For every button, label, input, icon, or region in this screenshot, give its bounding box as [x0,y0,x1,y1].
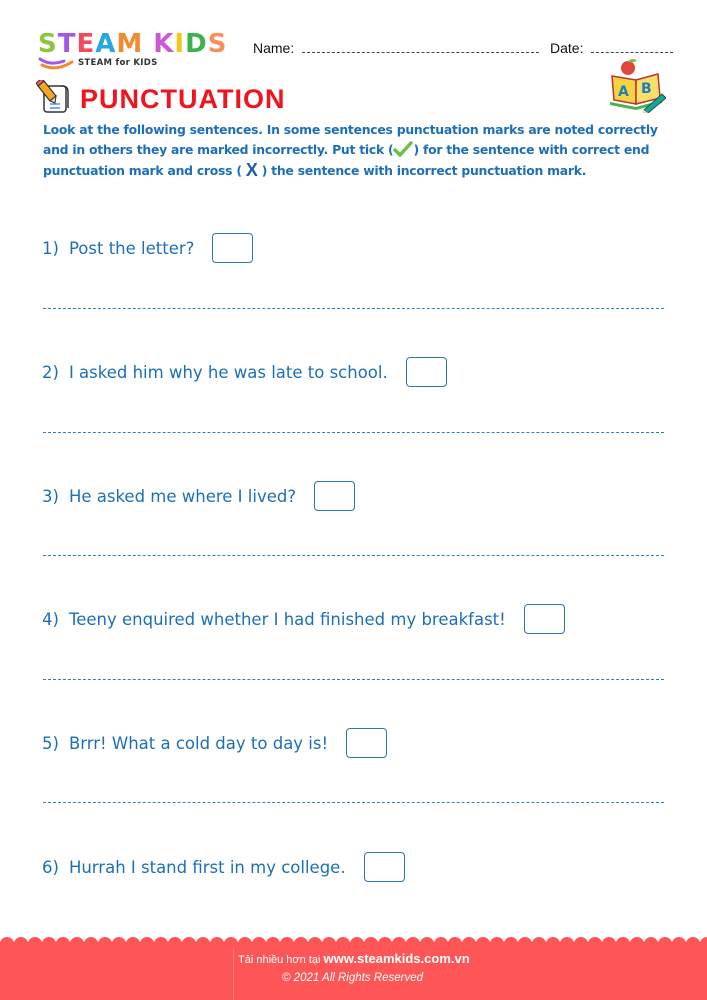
date-field[interactable] [591,52,673,53]
question-text: Hurrah I stand first in my college. [68,857,346,877]
name-field[interactable] [302,52,539,53]
question-number: 4) [42,609,59,629]
instructions-part3: ) the sentence with incorrect punctuation mark. [261,163,587,178]
logo-letter: M [116,29,144,59]
footer-download-text [238,951,470,966]
question-number: 2) [42,362,59,382]
footer-prefix: Tải nhiều hơn tại [238,954,324,966]
answer-box[interactable] [314,481,355,511]
logo-letter: E [76,29,96,59]
logo-tagline: STEAM for KIDS [78,58,158,68]
question-5 [42,728,387,758]
page-title: PUNCTUATION [80,84,286,114]
question-text: Brrr! What a cold day to day is! [68,733,329,753]
question-number: 5) [42,733,59,753]
answer-box[interactable] [364,852,405,882]
answer-box[interactable] [346,728,387,758]
question-text: Teeny enquired whether I had finished my breakfast! [68,609,506,629]
steam-kids-logo [38,30,238,72]
answer-line [43,679,664,680]
question-1 [42,233,253,263]
tick-icon [393,141,413,157]
answer-box[interactable] [524,604,565,634]
question-6 [42,852,405,882]
logo-swoosh-icon [38,56,78,72]
name-label: Name: [253,40,295,56]
logo-letter: S [38,29,58,59]
answer-line [43,432,664,433]
logo-letter: K [153,29,175,59]
question-text: He asked me where I lived? [68,486,297,506]
answer-line [43,555,664,556]
instructions [43,120,683,181]
question-number: 6) [42,857,59,877]
question-text: Post the letter? [68,238,195,258]
footer-copyright: © 2021 All Rights Reserved [282,972,424,984]
logo-wordmark [38,30,227,58]
question-2 [42,357,447,387]
logo-letter: I [174,29,186,59]
date-label: Date: [550,40,584,56]
question-number: 1) [42,238,59,258]
footer-divider [233,948,234,1000]
question-number: 3) [42,486,59,506]
question-3 [42,481,355,511]
logo-letter: T [57,29,77,59]
svg-text:A: A [618,84,629,100]
instructions-part2: ) for the sentence with correct end punctuation mark and cross ( [43,142,650,178]
logo-letter: S [207,29,228,59]
svg-text:B: B [641,81,652,97]
question-4 [42,604,565,634]
logo-letter: D [185,29,208,59]
answer-box[interactable] [212,233,253,263]
answer-box[interactable] [406,357,447,387]
footer-url-link[interactable]: www.steamkids.com.vn [323,951,470,966]
abc-book-icon [606,58,666,113]
logo-letter: A [95,29,117,59]
answer-line [43,802,664,803]
question-text: I asked him why he was late to school. [68,362,388,382]
instructions-part1: Look at the following sentences. In some sentences punctuation marks are noted correctly and in others they are marked incorrectly. Put tick ( [43,122,658,157]
answer-line [43,308,664,309]
cross-icon: X [245,160,258,180]
pencil-scroll-icon [36,80,72,116]
